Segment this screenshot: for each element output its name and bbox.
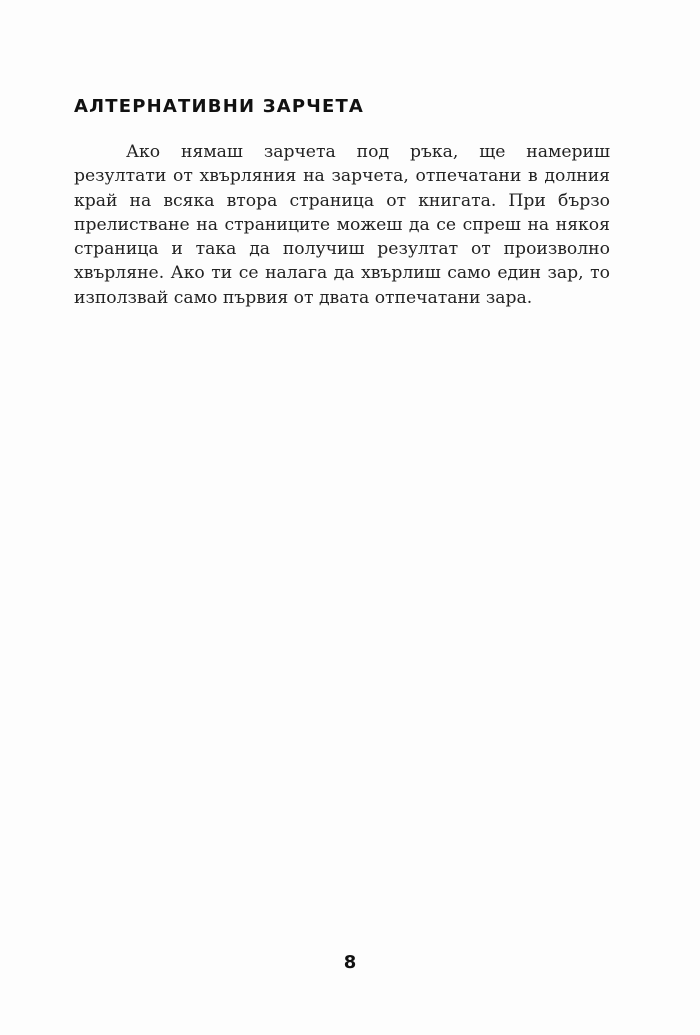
page-number: 8	[343, 952, 357, 973]
body-paragraph: Ако нямаш зарчета под ръка, ще намериш резултати от хвърляния на зарчета, отпечатани в долния край на всяка втора страница от книгата. При бързо прелистване на страниците можеш да се спреш на някоя страница и така да получиш резултат от произволно хвърляне. Ако ти се налага да хвърлиш само един зар, то използвай само първия от двата отпечатани зара.	[74, 142, 610, 308]
section-heading: АЛТЕРНАТИВНИ ЗАРЧЕТА	[74, 96, 365, 117]
